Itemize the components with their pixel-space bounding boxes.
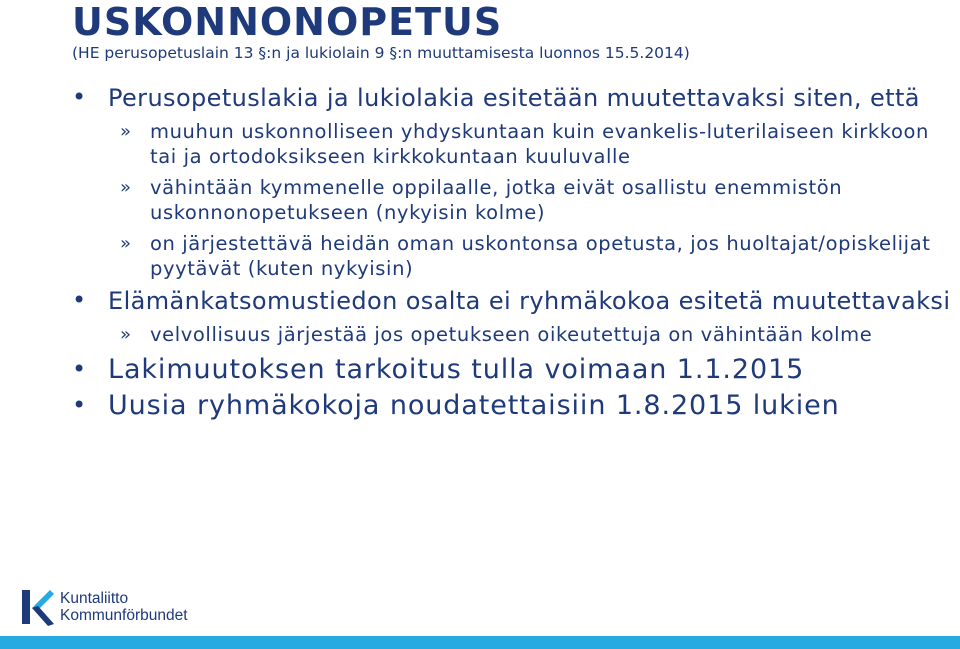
sub-bullet-item xyxy=(72,175,952,225)
slide-subtitle: (HE perusopetuslain 13 §:n ja lukiolain 9 §:n muuttamisesta luonnos 15.5.2014) xyxy=(72,44,690,62)
sub-bullet-item xyxy=(72,119,952,169)
sub-bullet-text: velvollisuus järjestää jos opetukseen oikeutettuja on vähintään kolme xyxy=(150,323,873,346)
sub-bullet-text: muuhun uskonnolliseen yhdyskuntaan kuin evankelis-luterilaiseen kirkkoon tai ja ortodoksikseen kirkkokuntaan kuuluvalle xyxy=(150,120,930,168)
bullet-item xyxy=(72,389,952,423)
bullet-item xyxy=(72,287,952,316)
kuntaliitto-logo-mark-icon xyxy=(20,586,56,628)
slide-title: USKONNONOPETUS xyxy=(72,0,503,44)
bullet-text: Lakimuutoksen tarkoitus tulla voimaan 1.1.2015 xyxy=(108,354,805,385)
footer-bar xyxy=(0,636,960,649)
sub-bullet-icon: » xyxy=(120,324,132,345)
sub-bullet-item xyxy=(72,231,952,281)
bullet-icon: • xyxy=(72,391,88,419)
bullet-icon: • xyxy=(72,83,87,111)
bullet-list xyxy=(72,84,952,425)
bullet-icon: • xyxy=(72,286,87,314)
sub-bullet-text: on järjestettävä heidän oman uskontonsa opetusta, jos huoltajat/opiskelijat pyytävät (kuten nykyisin) xyxy=(150,232,931,280)
bullet-text: Uusia ryhmäkokoja noudatettaisiin 1.8.2015 lukien xyxy=(108,390,840,421)
sub-bullet-icon: » xyxy=(120,121,132,142)
kuntaliitto-logo xyxy=(20,586,220,630)
sub-bullet-text: vähintään kymmenelle oppilaalle, jotka eivät osallistu enemmistön uskonnonopetukseen (nykyisin kolme) xyxy=(150,176,843,224)
sub-bullet-item xyxy=(72,322,952,347)
sub-bullet-icon: » xyxy=(120,233,132,254)
bullet-text: Elämänkatsomustiedon osalta ei ryhmäkokoa esitetä muutettavaksi xyxy=(108,287,951,315)
bullet-item xyxy=(72,84,952,113)
bullet-text: Perusopetuslakia ja lukiolakia esitetään muutettavaksi siten, että xyxy=(108,84,920,112)
bullet-item xyxy=(72,353,952,387)
sub-bullet-icon: » xyxy=(120,177,132,198)
logo-line-2: Kommunförbundet xyxy=(60,607,188,624)
bullet-icon: • xyxy=(72,355,88,383)
logo-line-1: Kuntaliitto xyxy=(60,590,129,607)
